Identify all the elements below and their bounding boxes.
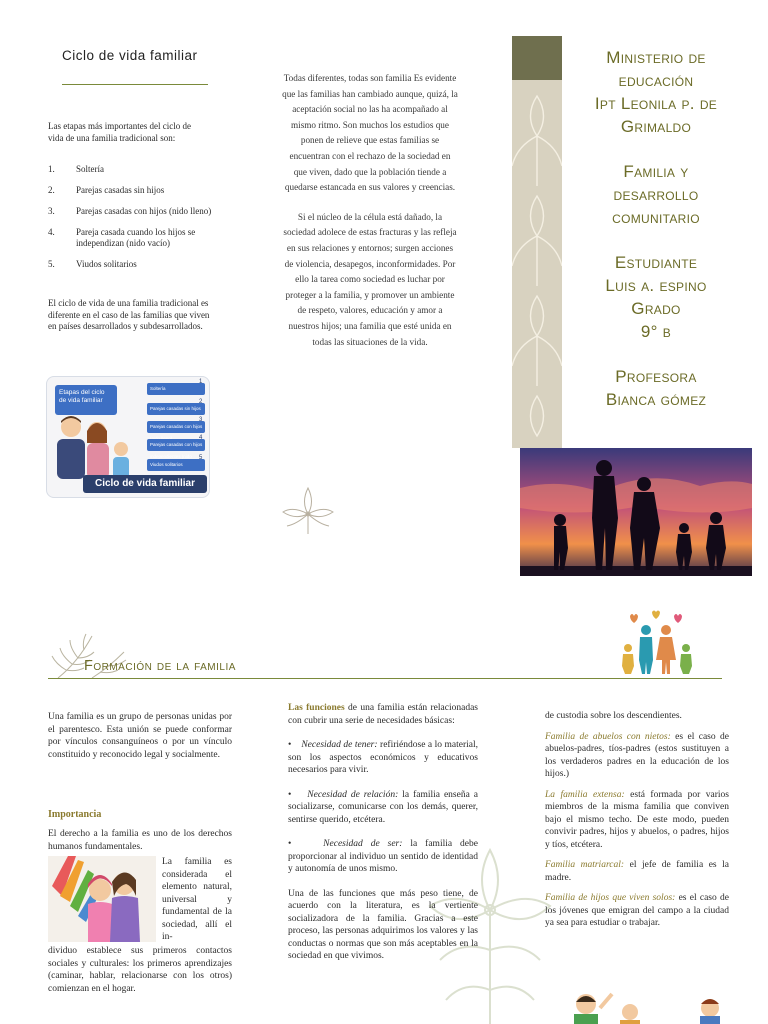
- family-figures-icon: [606, 610, 706, 676]
- formacion-title: Formación de la familia: [84, 658, 236, 674]
- cover-line: 9° b: [640, 322, 672, 341]
- family-cartoon-icon: [560, 990, 740, 1024]
- etapa-text: Soltería: [76, 164, 104, 174]
- tipo-label: Familia matriarcal:: [545, 860, 625, 870]
- cover-line: Familia y: [623, 162, 689, 181]
- cover-institution: [572, 46, 740, 138]
- etapas-intro: Las etapas más importantes del ciclo de vida de una familia tradicional son:: [48, 121, 191, 143]
- tipo-familia-item: [545, 731, 729, 781]
- tipo-familia-item: [545, 859, 729, 884]
- diagram-number: 5: [199, 455, 203, 461]
- cover-line: Luis a. espino: [605, 276, 707, 295]
- happy-kids-photo: [48, 856, 156, 942]
- cover-line: comunitario: [612, 208, 700, 227]
- need-text: la familia enseña a socializarse, comunicarse con los demás, querer, sentirse querido, etcétera.: [288, 789, 479, 825]
- cover-line: Ipt Leonila p. de: [594, 94, 718, 113]
- lotus-ornament-icon: [273, 480, 343, 540]
- tipo-familia-item: [545, 789, 729, 852]
- fleur-pattern-icon: [512, 36, 562, 448]
- middle-text-column: [282, 71, 458, 350]
- need-text: la familia debe proporcionar al individuo un sentido de identidad y autonomía de unos mismo.: [288, 839, 478, 874]
- funciones-column: [288, 702, 478, 975]
- etapa-number: 4.: [48, 227, 55, 237]
- etapa-text: Viudos solitarios: [76, 259, 137, 269]
- diagram-step: Soltería: [147, 383, 205, 395]
- tipo-familia-item: [545, 892, 729, 930]
- need-item: • Necesidad de ser: la familia debe proporcionar al individuo un sentido de identidad y autonomía de unos mismo.: [288, 839, 478, 874]
- etapa-number: 1.: [48, 164, 55, 174]
- diagram-number: 2: [199, 399, 203, 405]
- ciclo-title-rule: [62, 84, 208, 85]
- cover-line: desarrollo: [613, 185, 699, 204]
- tipo-text: el jefe de familia es la madre.: [545, 860, 729, 883]
- middle-paragraph-2: Si el núcleo de la célula está dañado, la sociedad adolece de estas fracturas y las refleja en sus relaciones y entornos; surgen acciones de violencia, desapegos, inconformidades. Por ello la tarea como sociedad es luchar por proteger a la familia, y promover un ambiente de respeto, valores, educación y amor a nuestros hijos; una familia que esté unida en todas las situaciones de la vida.: [283, 211, 457, 347]
- cover-student: [572, 251, 740, 343]
- ciclo-description: El ciclo de vida de una familia tradicional es diferente en el caso de las familias que viven en países desarrollados y subdesarrollados.: [48, 298, 210, 331]
- cover-line: Estudiante: [614, 253, 698, 272]
- tipo-label: Familia de hijos que viven solos:: [545, 893, 676, 903]
- diagram-footer: Ciclo de vida familiar: [83, 475, 207, 493]
- cover-line: educación: [618, 71, 694, 90]
- etapa-text: Parejas casadas con hijos (nido lleno): [76, 206, 212, 216]
- formacion-title-rule: [48, 678, 722, 679]
- need-label: Necesidad de ser:: [323, 839, 403, 849]
- decorative-band-header: [512, 36, 562, 80]
- tipos-familia-column: [545, 710, 729, 938]
- need-label: Necesidad de tener:: [301, 740, 378, 750]
- family-sunset-photo: [520, 448, 752, 576]
- etapa-text: Parejas casadas sin hijos: [76, 185, 165, 195]
- familia-definition: Una familia es un grupo de personas unidas por el parentesco. Esta unión se puede conformar por vínculos consanguíneos o por un vínculo constituido y reconocido legal y socialmente.: [48, 712, 232, 760]
- etapa-text: Pareja casada cuando los hijos se independizan (nido vacío): [76, 227, 196, 248]
- tipo-label: Familia de abuelos con nietos:: [545, 731, 671, 742]
- need-label: Necesidad de relación:: [307, 789, 399, 800]
- familia-considerada-paragraph: La familia es considerada el elemento natural, universal y fundamental de la sociedad, allí el in-: [162, 857, 232, 942]
- tipo-text: está formada por varios miembros de la misma familia que conviven bajo el mismo techo. De este modo, pueden convivir padres, hijos y abuelos, o padres, hijos y tíos, etcétera.: [545, 789, 729, 850]
- importancia-heading: Importancia: [48, 809, 102, 820]
- diagram-step: Parejas casadas con hijos: [147, 421, 205, 433]
- diagram-number: 1: [199, 379, 203, 385]
- cover-line: Bianca gómez: [605, 390, 707, 409]
- cover-line: Grado: [631, 299, 681, 318]
- ciclo-diagram-image: [46, 376, 210, 498]
- family-cartoon-icon: [49, 413, 143, 479]
- diagram-number: 3: [199, 417, 203, 423]
- ciclo-title: Ciclo de vida familiar: [62, 48, 198, 63]
- funciones-text: de una familia están relacionadas con cubrir una serie de necesidades básicas:: [288, 703, 478, 726]
- etapa-number: 3.: [48, 206, 55, 216]
- individuo-paragraph: dividuo establece sus primeros contactos sociales y culturales: los primeros aprendizajes (caminar, hablar, relacionarse con los otros) comienzan en el hogar.: [48, 946, 232, 994]
- middle-paragraph-1: Todas diferentes, todas son familia Es evidente que las familias han cambiado aunque, quizá, la aceptación social no las ha acompañado al mismo ritmo. Son muchos los estudios que ponen de relieve que estas familias se encuentran con el rechazo de la sociedad en que viven, dado que la población tiende a quedarse estancada en sus valores y creencias.: [282, 73, 458, 193]
- cover-subject: [572, 160, 740, 229]
- etapa-number: 5.: [48, 259, 55, 269]
- funciones-intro: [288, 702, 478, 727]
- need-text: refiriéndose a lo material, son los aspectos económicos y educativos necesarios para vivir.: [288, 740, 479, 775]
- custodia-line: de custodia sobre los descendientes.: [545, 711, 682, 721]
- funciones-lead: Las funciones: [288, 703, 345, 713]
- etapa-item: [48, 206, 218, 217]
- tipo-text: es el caso de abuelos-padres, tíos-padres (estos sustituyen a los verdaderos padres en la educación de los hijos.): [545, 731, 729, 779]
- etapa-item: [48, 185, 218, 196]
- cover-line: Profesora: [615, 367, 697, 386]
- diagram-step: Parejas casadas sin hijos: [147, 403, 205, 415]
- cover-panel: [572, 46, 740, 411]
- tipo-label: La familia extensa:: [545, 789, 625, 800]
- diagram-step: Viudos solitarios: [147, 459, 205, 471]
- diagram-number: 4: [199, 435, 203, 441]
- decorative-band: [512, 36, 562, 448]
- etapa-item: [48, 259, 218, 270]
- socializadora-paragraph: Una de las funciones que más peso tiene, de acuerdo con la literatura, es la vertiente socializadora de la familia. Gracias a este proceso, las personas adquirimos los valores y las conductas o normas que son más aceptables en la sociedad en que vivimos.: [288, 888, 478, 961]
- cover-line: Grimaldo: [620, 117, 692, 136]
- etapa-item: [48, 164, 218, 175]
- need-item: • Necesidad de tener: refiriéndose a lo material, son los aspectos económicos y educativos necesarios para vivir.: [288, 740, 479, 775]
- tipo-text: es el caso de los jóvenes que emigran del campo a la ciudad ya sea para estudiar o trabajar.: [545, 893, 729, 928]
- need-item: • Necesidad de relación: la familia enseña a socializarse, comunicarse con los demás, querer, sentirse querido, etcétera.: [288, 789, 479, 825]
- diagram-banner: Etapas del ciclo de vida familiar: [55, 385, 117, 415]
- cover-teacher: [572, 365, 740, 411]
- cover-line: Ministerio de: [606, 48, 706, 67]
- etapa-item: [48, 227, 218, 249]
- derecho-paragraph: El derecho a la familia es uno de los derechos humanos fundamentales.: [48, 829, 232, 852]
- diagram-step: Parejas casadas con hijos independientes (nido: [147, 439, 205, 451]
- etapas-list: [48, 164, 218, 280]
- etapa-number: 2.: [48, 185, 55, 195]
